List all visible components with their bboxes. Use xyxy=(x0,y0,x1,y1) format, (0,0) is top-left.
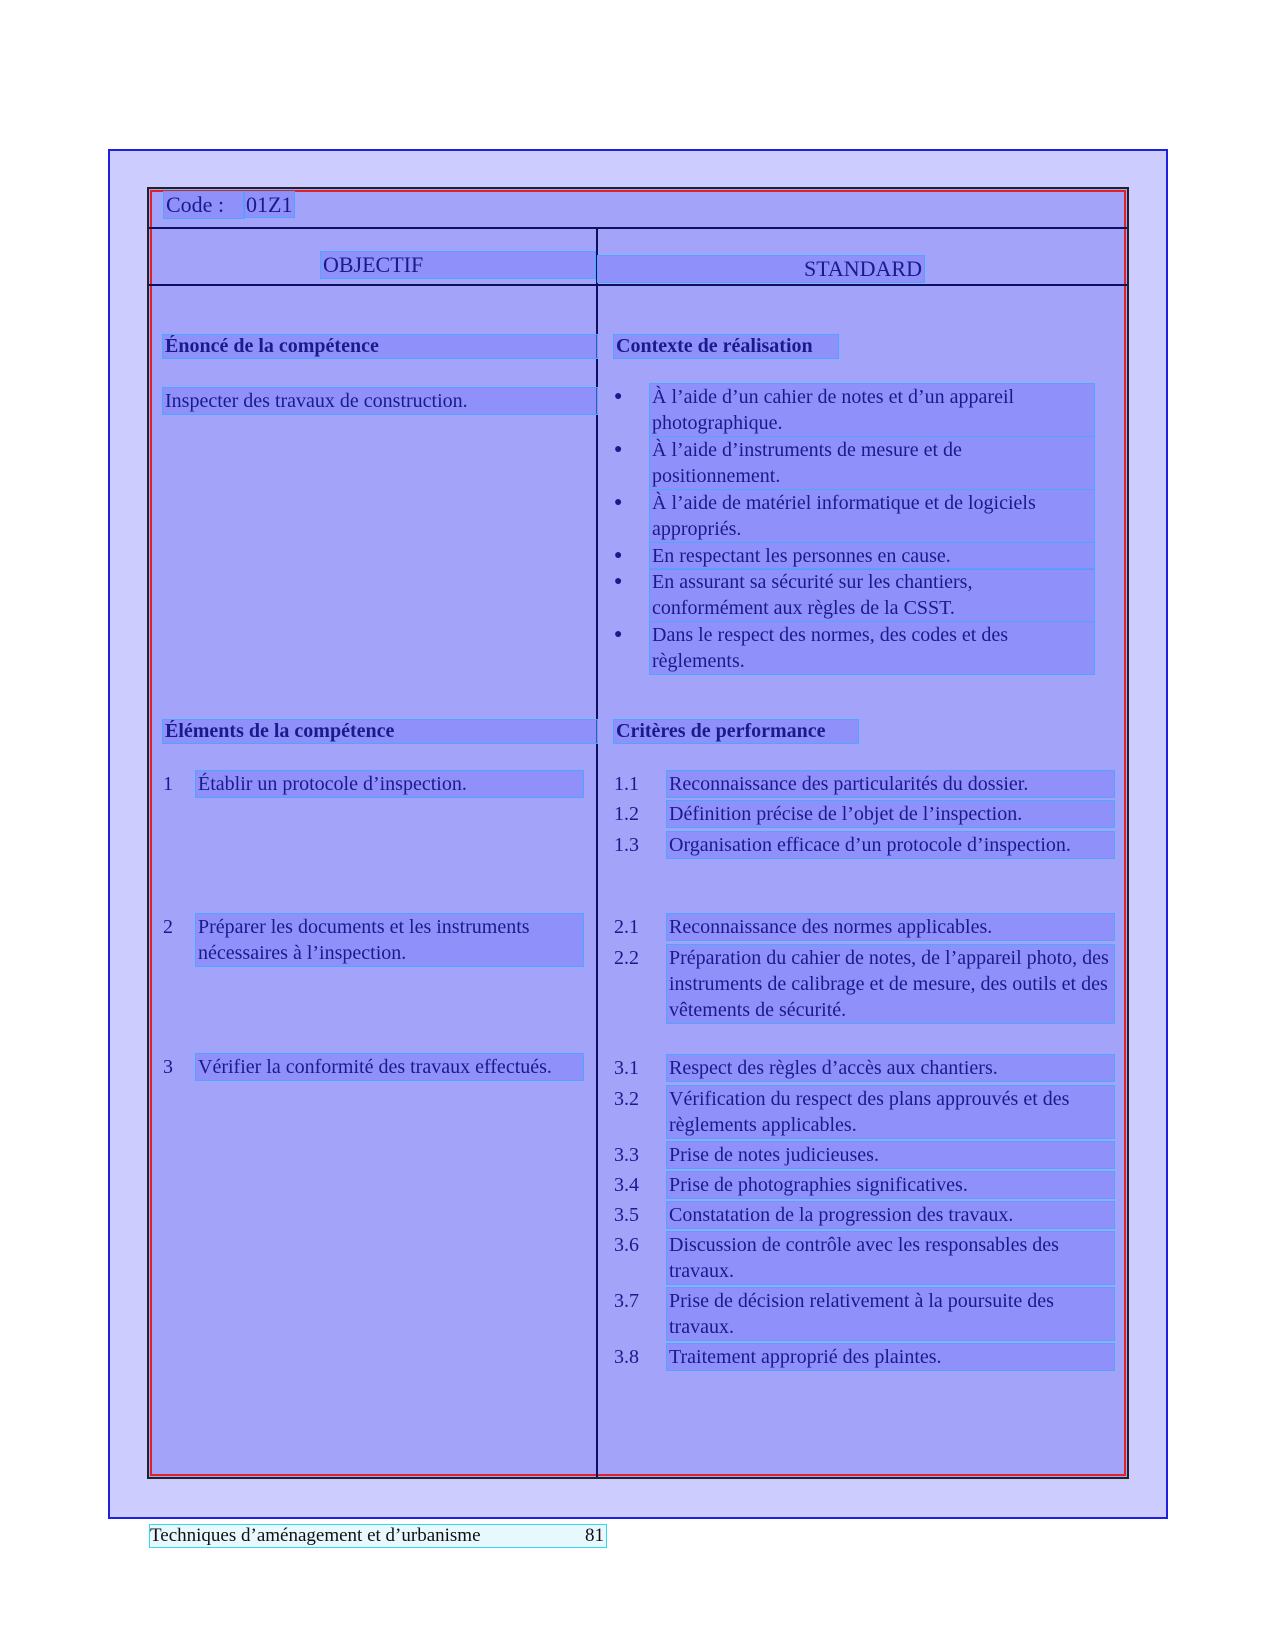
code-label: Code : xyxy=(164,192,244,218)
contexte-text: À l’aide de matériel informatique et de logiciels appropriés. xyxy=(650,490,1094,542)
elements-title: Éléments de la compétence xyxy=(163,720,597,743)
header-standard: STANDARD xyxy=(598,256,924,282)
bullet-icon: ● xyxy=(614,442,623,457)
page-footer xyxy=(150,1525,606,1547)
critere-text: Organisation efficace d’un protocole d’inspection. xyxy=(667,832,1114,858)
enonce-title: Énoncé de la compétence xyxy=(163,335,597,358)
element-number: 1 xyxy=(163,773,173,795)
enonce-text: Inspecter des travaux de construction. xyxy=(163,388,597,414)
critere-text: Constatation de la progression des travaux. xyxy=(667,1202,1114,1228)
critere-item xyxy=(614,1055,1114,1081)
criteres-title: Critères de performance xyxy=(614,720,858,743)
critere-number: 3.8 xyxy=(614,1346,639,1368)
critere-number: 3.2 xyxy=(614,1088,639,1110)
critere-text: Reconnaissance des particularités du dossier. xyxy=(667,771,1114,797)
critere-number: 3.1 xyxy=(614,1057,639,1079)
critere-item xyxy=(614,1288,1114,1340)
critere-item xyxy=(614,801,1114,827)
element-text: Vérifier la conformité des travaux effectués. xyxy=(196,1054,583,1080)
contexte-item xyxy=(614,437,1094,489)
critere-text: Prise de notes judicieuses. xyxy=(667,1142,1114,1168)
critere-text: Respect des règles d’accès aux chantiers. xyxy=(667,1055,1114,1081)
element-text: Préparer les documents et les instruments nécessaires à l’inspection. xyxy=(196,914,583,966)
critere-number: 1.1 xyxy=(614,773,639,795)
element-text: Établir un protocole d’inspection. xyxy=(196,771,583,797)
critere-item xyxy=(614,1344,1114,1370)
critere-number: 1.2 xyxy=(614,803,639,825)
contexte-text: En respectant les personnes en cause. xyxy=(650,543,1094,569)
critere-text: Prise de décision relativement à la poursuite des travaux. xyxy=(667,1288,1114,1340)
critere-number: 3.7 xyxy=(614,1290,639,1312)
critere-item xyxy=(614,832,1114,858)
critere-text: Définition précise de l’objet de l’inspection. xyxy=(667,801,1114,827)
header-divider-top xyxy=(149,227,1127,229)
footer-program: Techniques d’aménagement et d’urbanisme xyxy=(150,1525,481,1546)
bullet-icon: ● xyxy=(614,627,623,642)
critere-item xyxy=(614,914,1114,940)
contexte-item xyxy=(614,490,1094,542)
code-row xyxy=(164,192,294,218)
critere-number: 3.6 xyxy=(614,1234,639,1256)
critere-item xyxy=(614,945,1114,1023)
contexte-item xyxy=(614,569,1094,621)
critere-item xyxy=(614,1086,1114,1138)
contexte-item xyxy=(614,622,1094,674)
bullet-icon: ● xyxy=(614,495,623,510)
critere-number: 1.3 xyxy=(614,834,639,856)
contexte-text: En assurant sa sécurité sur les chantiers, conformément aux règles de la CSST. xyxy=(650,569,1094,621)
critere-item xyxy=(614,1142,1114,1168)
element-item xyxy=(163,771,583,797)
critere-text: Reconnaissance des normes applicables. xyxy=(667,914,1114,940)
critere-text: Vérification du respect des plans approuvés et des règlements applicables. xyxy=(667,1086,1114,1138)
contexte-text: À l’aide d’instruments de mesure et de positionnement. xyxy=(650,437,1094,489)
critere-text: Traitement approprié des plaintes. xyxy=(667,1344,1114,1370)
critere-text: Discussion de contrôle avec les responsables des travaux. xyxy=(667,1232,1114,1284)
critere-number: 3.3 xyxy=(614,1144,639,1166)
header-divider-bottom xyxy=(149,284,1127,286)
contexte-text: À l’aide d’un cahier de notes et d’un appareil photographique. xyxy=(650,384,1094,436)
element-item xyxy=(163,914,583,966)
page-number: 81 xyxy=(585,1525,604,1546)
contexte-item xyxy=(614,543,1094,569)
critere-item xyxy=(614,1232,1114,1284)
critere-number: 3.4 xyxy=(614,1174,639,1196)
critere-item xyxy=(614,1172,1114,1198)
critere-number: 2.2 xyxy=(614,947,639,969)
header-objectif: OBJECTIF xyxy=(321,252,595,278)
contexte-item xyxy=(614,384,1094,436)
critere-item xyxy=(614,1202,1114,1228)
contexte-text: Dans le respect des normes, des codes et des règlements. xyxy=(650,622,1094,674)
element-number: 3 xyxy=(163,1056,173,1078)
contexte-title: Contexte de réalisation xyxy=(614,335,838,358)
element-number: 2 xyxy=(163,916,173,938)
critere-item xyxy=(614,771,1114,797)
code-value: 01Z1 xyxy=(246,192,293,217)
critere-number: 2.1 xyxy=(614,916,639,938)
bullet-icon: ● xyxy=(614,574,623,589)
column-divider xyxy=(596,227,598,1477)
critere-text: Préparation du cahier de notes, de l’appareil photo, des instruments de calibrage et de mesure, des outils et des vêtements de sécurité. xyxy=(667,945,1114,1023)
element-item xyxy=(163,1054,583,1080)
bullet-icon: ● xyxy=(614,389,623,404)
critere-text: Prise de photographies significatives. xyxy=(667,1172,1114,1198)
bullet-icon: ● xyxy=(614,548,623,563)
critere-number: 3.5 xyxy=(614,1204,639,1226)
